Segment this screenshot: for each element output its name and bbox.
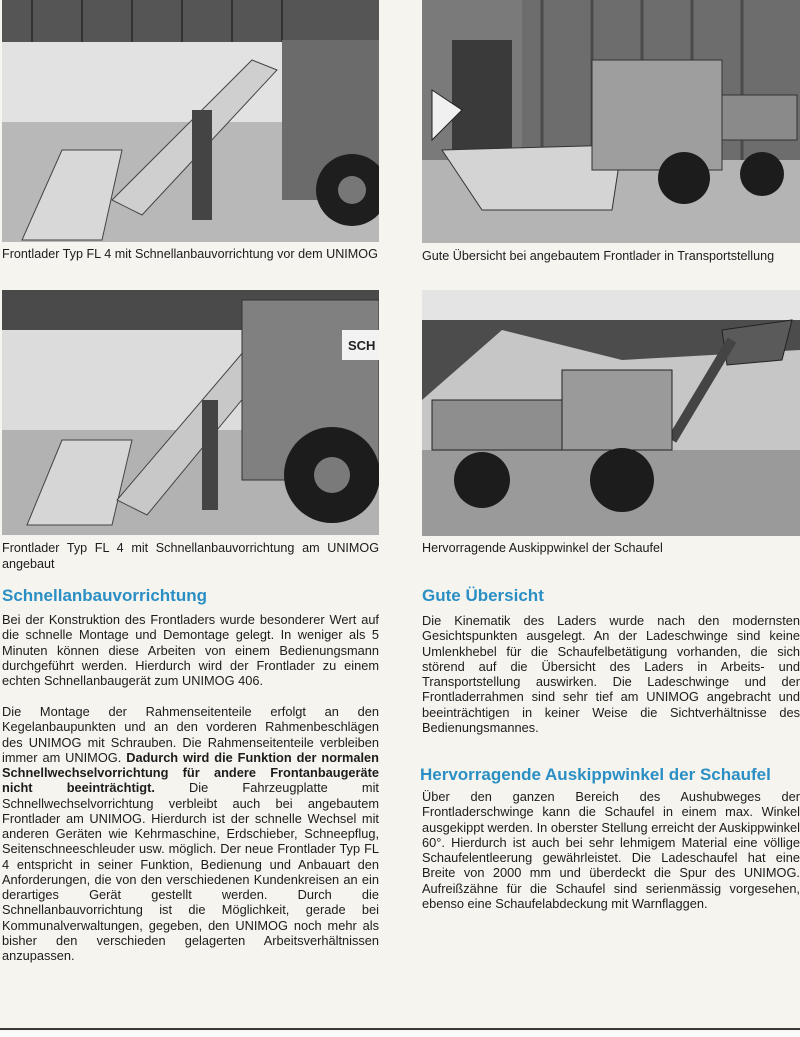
photo-loader-mounted	[2, 290, 379, 535]
caption-photo-4: Hervorragende Auskippwinkel der Schaufel	[422, 541, 663, 555]
paragraph-left-1: Bei der Konstruktion des Frontladers wurde besonderer Wert auf die schnelle Montage und Demontage gelegt. In weniger als 5 Minuten können diese Arbeiten von einem Bedienungsmann durchgeführt werden. Hierdurch wird der Frontlader zu einem echten Schnellanbaugerät zum UNIMOG 406.	[2, 612, 379, 688]
paragraph-left-2: Die Montage der Rahmenseitenteile erfolgt an den Kegelanbaupunkten und an den vorderen Rahmenbeschlägen des UNIMOG mit Schrauben. Die Rahmenseitenteile verbleiben immer am UNIMOG. Dadurch wird die Funktion der normalen Schnellwechselvorrichtung für andere Frontanbaugeräte nicht beeinträchtigt. Die Fahrzeugplatte mit Schnellwechselvorrichtung verbleibt auch bei angebautem Frontlader am UNIMOG. Hierdurch ist der schnelle Wechsel mit anderen Geräten wie Kehrmaschine, Erdschieber, Schneepflug, Seitenschneeschleuder usw. möglich. Der neue Frontlader Typ FL 4 entspricht in seiner Funktion, Bedienung und Anbauart den Anforderungen, die von den verschiedenen Kundenkreisen an ein derartiges Gerät gestellt werden. Durch die Schnellanbauvorrichtung ist die Möglichkeit, gerade bei Kommunalverwaltungen, gegeben, den UNIMOG noch mehr als bisher den verschieden gelagerten Arbeitsverhältnissen anzupassen.	[2, 704, 379, 963]
vehicle-sign-text: SCH	[348, 338, 376, 353]
photo-loader-before-unimog	[2, 0, 379, 242]
photo-dumping-angle	[422, 290, 800, 536]
heading-auskippwinkel: Hervorragende Auskippwinkel der Schaufel	[420, 765, 771, 784]
paragraph-right-1: Die Kinematik des Laders wurde nach den modernsten Gesichtspunkten ausgelegt. An der Ladeschwinge sind keine Umlenkhebel für die Schaufelbetätigung vorhanden, die sich störend auf die Übersicht des Laders in Arbeits- und Transportstellung auswirken. Die Ladeschwinge und der Frontladerrahmen sind sehr tief am UNIMOG angebracht und beeinträchtigen in keiner Weise die Sichtverhältnisse des Bedienungsmannes.	[422, 613, 800, 735]
heading-schnellanbauvorrichtung: Schnellanbauvorrichtung	[2, 586, 207, 605]
paragraph-right-2: Über den ganzen Bereich des Aushubweges der Frontladerschwinge kann die Schaufel in einem max. Winkel ausgekippt werden. In oberster Stellung erreicht der Auskippwinkel 60°. Hierdurch ist auch bei sehr lehmigem Material eine völlige Schaufelentleerung gewährleistet. Die Ladeschaufel hat eine Breite von 2000 mm und überdeckt die Spur des UNIMOG. Aufreißzähne für die Schaufel sind serienmässig vorgesehen, ebenso eine Schaufelabdeckung mit Warnflaggen.	[422, 789, 800, 911]
photo-loader-transport-position	[422, 0, 800, 243]
page-bottom-margin	[0, 1031, 800, 1037]
page-bottom-rule	[0, 1028, 800, 1030]
caption-photo-3: Frontlader Typ FL 4 mit Schnellanbauvorrichtung am UNIMOG angebaut	[2, 541, 379, 571]
caption-photo-2: Gute Übersicht bei angebautem Frontlader in Transportstellung	[422, 249, 775, 263]
caption-photo-1: Frontlader Typ FL 4 mit Schnellanbauvorrichtung vor dem UNIMOG	[2, 247, 378, 261]
bold-emphasis: Dadurch wird die Funktion der normalen Schnellwechselvorrichtung für andere Frontanbaugeräte nicht beeinträchtigt.	[2, 749, 379, 796]
heading-gute-uebersicht: Gute Übersicht	[422, 586, 544, 605]
